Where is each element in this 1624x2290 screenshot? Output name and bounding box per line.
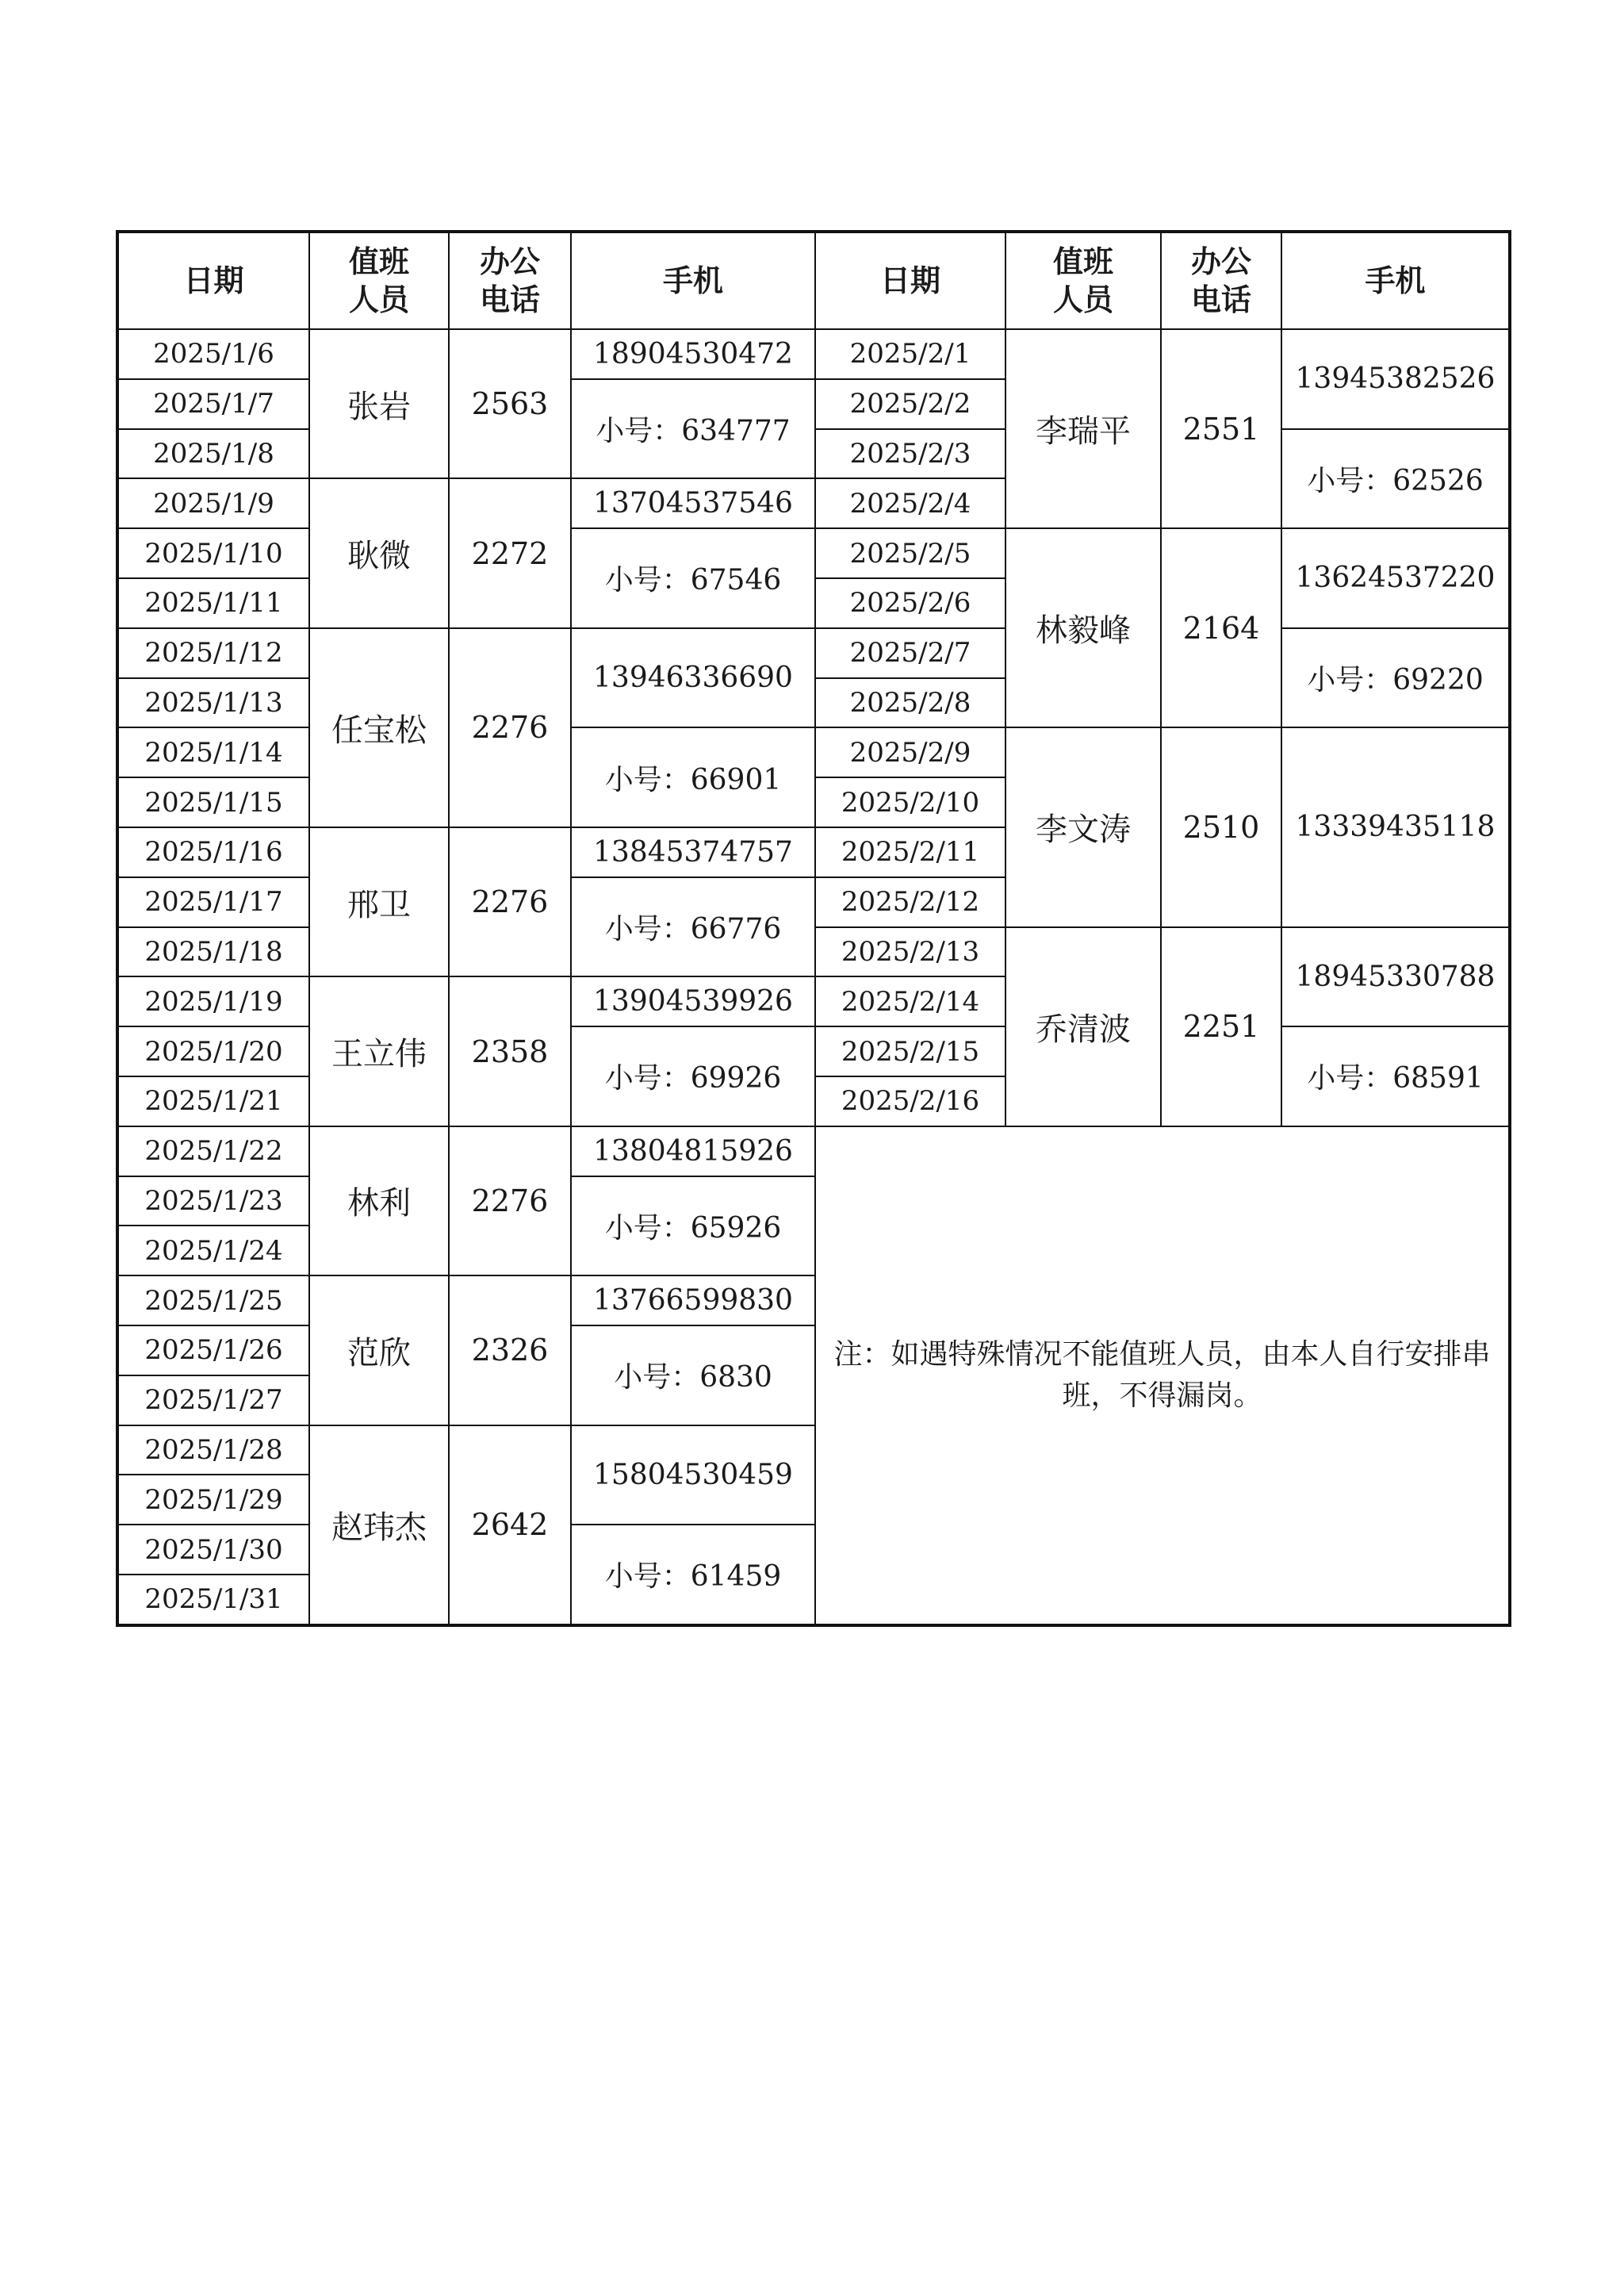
mobile-cell: 13845374757 xyxy=(571,827,815,877)
date-cell: 2025/1/13 xyxy=(117,678,309,728)
date-cell: 2025/2/12 xyxy=(815,877,1005,927)
table-row xyxy=(117,329,1510,379)
office-phone-cell: 2251 xyxy=(1161,927,1281,1126)
date-cell: 2025/2/5 xyxy=(815,528,1005,578)
header-office-line1: 办公 xyxy=(479,244,540,279)
date-cell: 2025/2/3 xyxy=(815,429,1005,479)
header-staff-line2: 人员 xyxy=(1052,282,1113,317)
date-cell: 2025/1/23 xyxy=(117,1176,309,1226)
date-cell: 2025/1/21 xyxy=(117,1076,309,1126)
short-number-cell: 小号：66776 xyxy=(571,877,815,977)
mobile-cell: 13945382526 xyxy=(1281,329,1510,429)
date-cell: 2025/1/19 xyxy=(117,976,309,1026)
short-number-cell: 小号：66901 xyxy=(571,727,815,827)
office-phone-cell: 2358 xyxy=(449,976,571,1126)
mobile-cell: 13704537546 xyxy=(571,478,815,528)
date-cell: 2025/2/10 xyxy=(815,777,1005,827)
short-number-cell: 小号：62526 xyxy=(1281,429,1510,529)
date-cell: 2025/2/4 xyxy=(815,478,1005,528)
short-number-cell: 小号：65926 xyxy=(571,1176,815,1276)
mobile-cell: 13624537220 xyxy=(1281,528,1510,628)
date-cell: 2025/1/14 xyxy=(117,727,309,777)
date-cell: 2025/1/18 xyxy=(117,927,309,977)
header-staff-line2: 人员 xyxy=(348,282,409,317)
mobile-cell: 18945330788 xyxy=(1281,927,1510,1027)
date-cell: 2025/1/6 xyxy=(117,329,309,379)
duty-roster-table xyxy=(116,230,1511,1627)
header-mobile-right: 手机 xyxy=(1281,232,1510,329)
staff-name-cell: 张岩 xyxy=(309,329,449,478)
staff-name-cell: 李文涛 xyxy=(1005,727,1161,926)
office-phone-cell: 2563 xyxy=(449,329,571,478)
mobile-cell: 13804815926 xyxy=(571,1126,815,1176)
short-number-cell: 小号：61459 xyxy=(571,1525,815,1625)
staff-name-cell: 王立伟 xyxy=(309,976,449,1126)
staff-name-cell: 乔清波 xyxy=(1005,927,1161,1126)
date-cell: 2025/2/2 xyxy=(815,379,1005,429)
office-phone-cell: 2642 xyxy=(449,1425,571,1625)
header-office-line1: 办公 xyxy=(1190,244,1251,279)
date-cell: 2025/1/30 xyxy=(117,1525,309,1575)
office-phone-cell: 2510 xyxy=(1161,727,1281,926)
header-staff-left xyxy=(309,232,449,329)
mobile-cell: 13766599830 xyxy=(571,1275,815,1325)
staff-name-cell: 邢卫 xyxy=(309,827,449,976)
date-cell: 2025/1/31 xyxy=(117,1575,309,1625)
office-phone-cell: 2164 xyxy=(1161,528,1281,727)
mobile-cell: 13946336690 xyxy=(571,628,815,728)
short-number-cell: 小号：69220 xyxy=(1281,628,1510,728)
date-cell: 2025/1/20 xyxy=(117,1026,309,1076)
staff-name-cell: 李瑞平 xyxy=(1005,329,1161,528)
short-number-cell: 小号：67546 xyxy=(571,528,815,628)
date-cell: 2025/2/14 xyxy=(815,976,1005,1026)
office-phone-cell: 2551 xyxy=(1161,329,1281,528)
header-staff-right xyxy=(1005,232,1161,329)
header-date-right: 日期 xyxy=(815,232,1005,329)
header-date-left: 日期 xyxy=(117,232,309,329)
staff-name-cell: 赵玮杰 xyxy=(309,1425,449,1625)
header-mobile-left: 手机 xyxy=(571,232,815,329)
office-phone-cell: 2326 xyxy=(449,1275,571,1425)
date-cell: 2025/1/7 xyxy=(117,379,309,429)
mobile-cell: 18904530472 xyxy=(571,329,815,379)
short-number-cell: 小号：6830 xyxy=(571,1325,815,1425)
date-cell: 2025/2/6 xyxy=(815,578,1005,628)
date-cell: 2025/2/11 xyxy=(815,827,1005,877)
date-cell: 2025/1/22 xyxy=(117,1126,309,1176)
date-cell: 2025/1/17 xyxy=(117,877,309,927)
date-cell: 2025/2/16 xyxy=(815,1076,1005,1126)
staff-name-cell: 林利 xyxy=(309,1126,449,1275)
staff-name-cell: 耿微 xyxy=(309,478,449,627)
header-row xyxy=(117,232,1510,329)
mobile-cell: 13904539926 xyxy=(571,976,815,1026)
office-phone-cell: 2276 xyxy=(449,628,571,827)
office-phone-cell: 2276 xyxy=(449,827,571,976)
date-cell: 2025/2/7 xyxy=(815,628,1005,678)
header-office-right xyxy=(1161,232,1281,329)
date-cell: 2025/2/8 xyxy=(815,678,1005,728)
date-cell: 2025/1/24 xyxy=(117,1226,309,1275)
date-cell: 2025/1/11 xyxy=(117,578,309,628)
short-number-cell: 小号：634777 xyxy=(571,379,815,479)
table-row xyxy=(117,628,1510,678)
header-office-line2: 电话 xyxy=(1190,282,1251,317)
header-office-line2: 电话 xyxy=(479,282,540,317)
staff-name-cell: 范欣 xyxy=(309,1275,449,1425)
header-staff-line1: 值班 xyxy=(1052,244,1113,279)
table-row xyxy=(117,1126,1510,1176)
date-cell: 2025/1/12 xyxy=(117,628,309,678)
date-cell: 2025/1/29 xyxy=(117,1475,309,1525)
date-cell: 2025/1/28 xyxy=(117,1425,309,1475)
date-cell: 2025/1/9 xyxy=(117,478,309,528)
date-cell: 2025/1/26 xyxy=(117,1325,309,1375)
date-cell: 2025/2/9 xyxy=(815,727,1005,777)
note-cell: 注：如遇特殊情况不能值班人员，由本人自行安排串班，不得漏岗。 xyxy=(815,1126,1510,1625)
date-cell: 2025/1/25 xyxy=(117,1275,309,1325)
date-cell: 2025/1/16 xyxy=(117,827,309,877)
short-number-cell: 小号：69926 xyxy=(571,1026,815,1126)
mobile-cell: 15804530459 xyxy=(571,1425,815,1525)
date-cell: 2025/2/1 xyxy=(815,329,1005,379)
office-phone-cell: 2272 xyxy=(449,478,571,627)
office-phone-cell: 2276 xyxy=(449,1126,571,1275)
mobile-cell: 13339435118 xyxy=(1281,727,1510,926)
header-office-left xyxy=(449,232,571,329)
date-cell: 2025/1/15 xyxy=(117,777,309,827)
date-cell: 2025/1/27 xyxy=(117,1375,309,1425)
date-cell: 2025/1/10 xyxy=(117,528,309,578)
date-cell: 2025/1/8 xyxy=(117,429,309,479)
staff-name-cell: 林毅峰 xyxy=(1005,528,1161,727)
staff-name-cell: 任宝松 xyxy=(309,628,449,827)
short-number-cell: 小号：68591 xyxy=(1281,1026,1510,1126)
date-cell: 2025/2/13 xyxy=(815,927,1005,977)
date-cell: 2025/2/15 xyxy=(815,1026,1005,1076)
header-staff-line1: 值班 xyxy=(348,244,409,279)
